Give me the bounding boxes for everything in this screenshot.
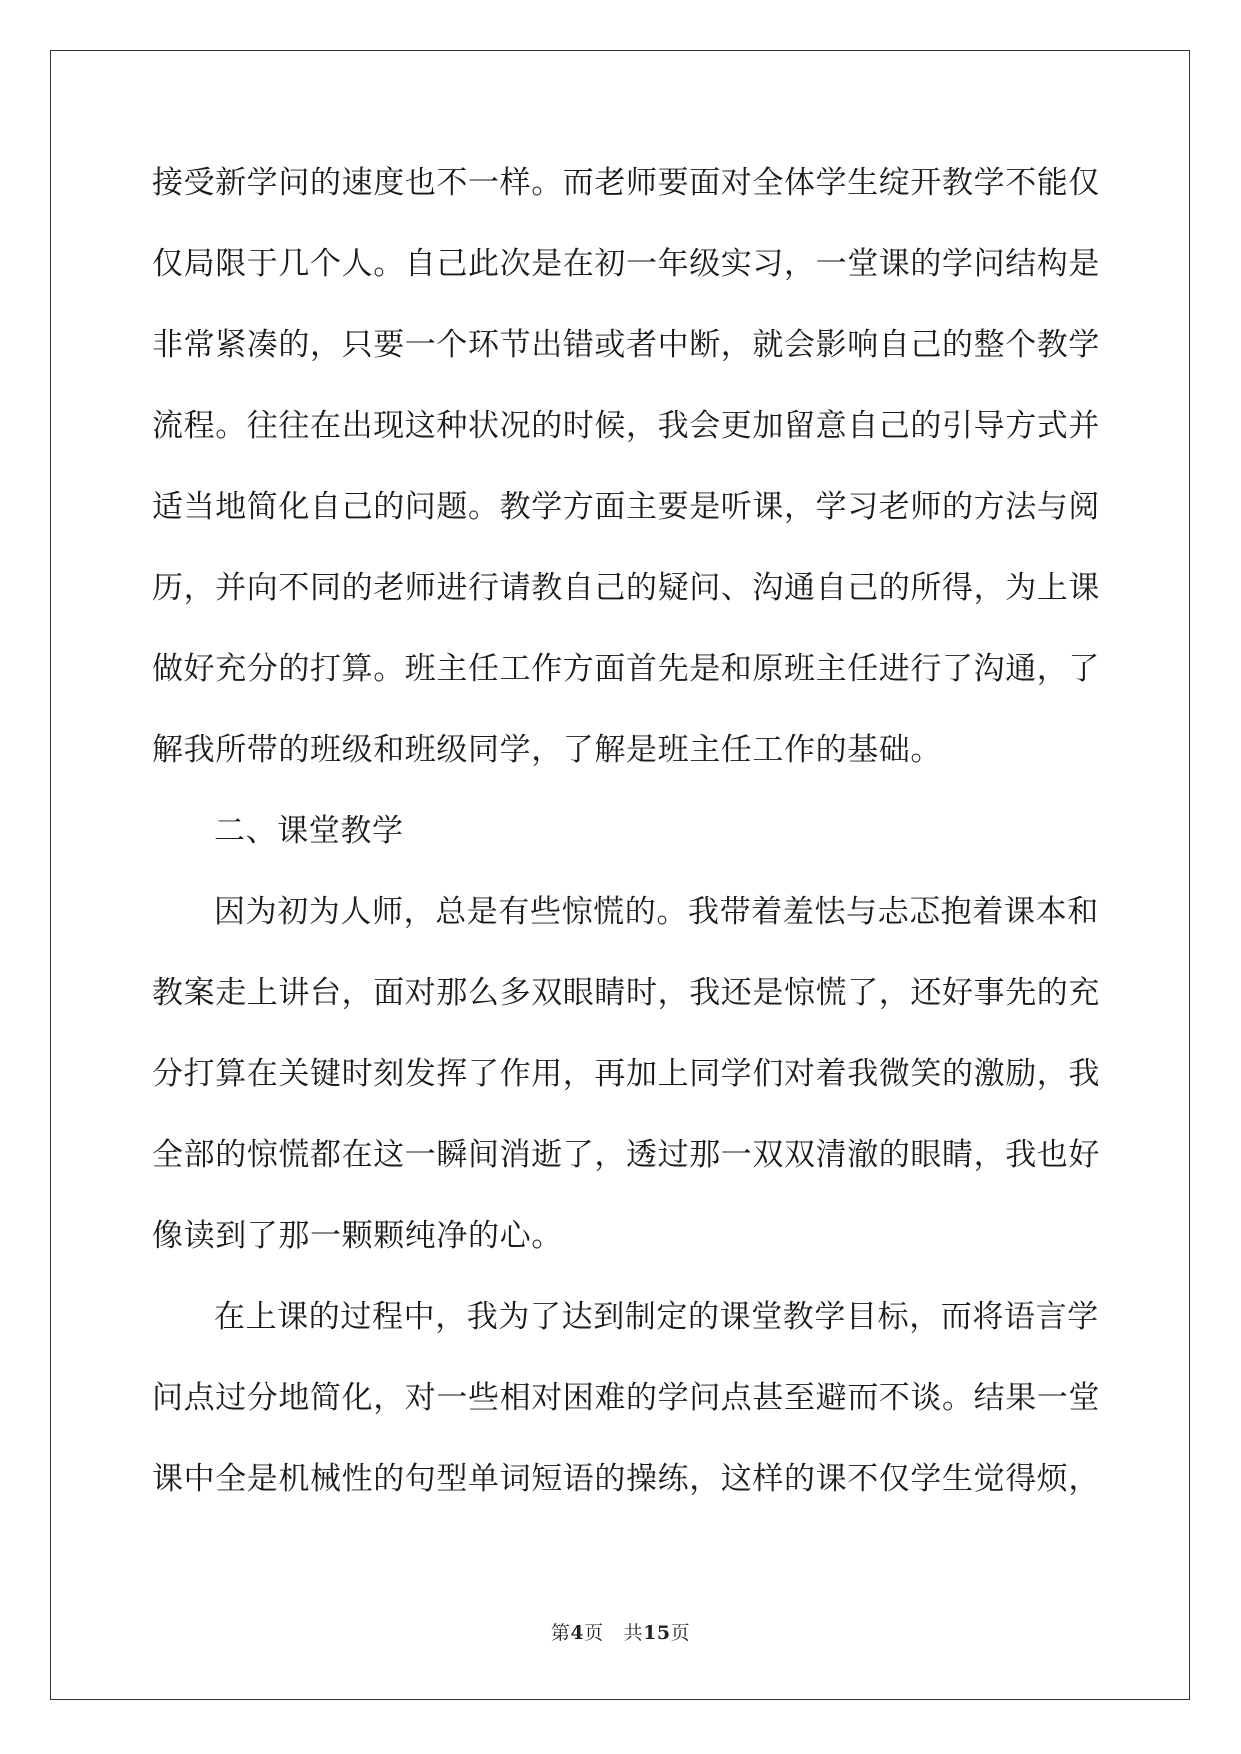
total-suffix: 页 [670, 1622, 691, 1644]
text-line: 因为初为人师，总是有些惊慌的。我带着羞怯与忐忑抱着课本和 [214, 894, 1099, 930]
text-line: 全部的惊慌都在这一瞬间消逝了，透过那一双双清澈的眼睛，我也好 [152, 1137, 1100, 1173]
page-footer [0, 1618, 1241, 1645]
text-line: 分打算在关键时刻发挥了作用，再加上同学们对着我微笑的激励，我 [152, 1056, 1100, 1092]
text-line: 适当地简化自己的问题。教学方面主要是听课，学习老师的方法与阅 [152, 489, 1100, 525]
text-line: 课中全是机械性的句型单词短语的操练，这样的课不仅学生觉得烦， [152, 1461, 1100, 1497]
total-prefix: 共 [623, 1622, 644, 1644]
document-body [152, 153, 1100, 1530]
text-line: 像读到了那一颗颗纯净的心。 [152, 1218, 563, 1254]
section-heading: 二、课堂教学 [214, 813, 404, 849]
text-line: 在上课的过程中，我为了达到制定的课堂教学目标，而将语言学 [214, 1299, 1099, 1335]
page-number: 4 [570, 1622, 585, 1644]
text-line: 解我所带的班级和班级同学，了解是班主任工作的基础。 [152, 732, 942, 768]
text-line: 非常紧凑的，只要一个环节出错或者中断，就会影响自己的整个教学 [152, 327, 1100, 363]
page-prefix: 第 [550, 1622, 571, 1644]
total-pages: 15 [643, 1622, 671, 1644]
text-line: 问点过分地简化，对一些相对困难的学问点甚至避而不谈。结果一堂 [152, 1380, 1100, 1416]
text-line: 教案走上讲台，面对那么多双眼睛时，我还是惊慌了，还好事先的充 [152, 975, 1100, 1011]
text-line: 做好充分的打算。班主任工作方面首先是和原班主任进行了沟通，了 [152, 651, 1100, 687]
text-line: 仅局限于几个人。自己此次是在初一年级实习，一堂课的学问结构是 [152, 246, 1100, 282]
text-line: 流程。往往在出现这种状况的时候，我会更加留意自己的引导方式并 [152, 408, 1100, 444]
text-line: 历，并向不同的老师进行请教自己的疑问、沟通自己的所得，为上课 [152, 570, 1100, 606]
page-suffix: 页 [584, 1622, 604, 1644]
text-line: 接受新学问的速度也不一样。而老师要面对全体学生绽开教学不能仅 [152, 165, 1100, 201]
